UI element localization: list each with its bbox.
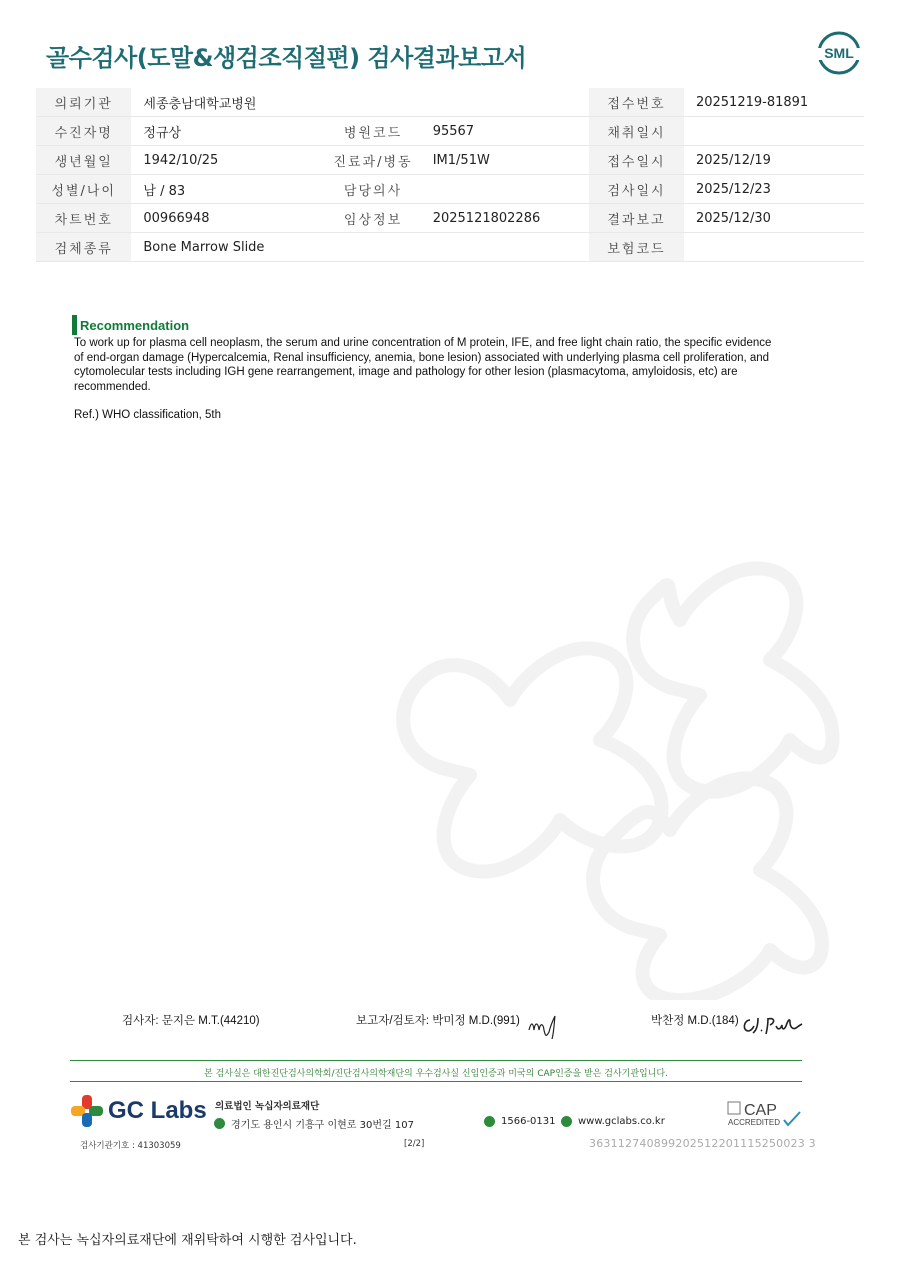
info-value: 00966948 bbox=[131, 204, 325, 233]
info-value: 정규상 bbox=[131, 117, 325, 146]
info-label: 성별/나이 bbox=[36, 175, 131, 204]
info-value: 세종충남대학교병원 bbox=[131, 88, 325, 117]
sml-logo bbox=[816, 30, 862, 76]
institution-code: 검사기관기호 : 41303059 bbox=[80, 1141, 181, 1151]
phone-icon bbox=[484, 1116, 495, 1127]
info-row bbox=[36, 117, 864, 146]
barcode-number: 363112740899202512201115250023 3 bbox=[589, 1137, 816, 1150]
info-label: 의뢰기관 bbox=[36, 88, 131, 117]
info-value: Bone Marrow Slide bbox=[131, 233, 325, 262]
tester-signature: 검사자: 문지은 M.T.(44210) bbox=[122, 1015, 260, 1027]
info-value: 95567 bbox=[421, 117, 589, 146]
report-title: 골수검사(도말&생검조직절편) 검사결과보고서 bbox=[46, 44, 527, 72]
gc-cross-icon bbox=[70, 1094, 104, 1128]
watermark-cross-icon bbox=[360, 540, 840, 1000]
empty-cell bbox=[421, 233, 589, 262]
info-label: 접수일시 bbox=[589, 146, 684, 175]
info-label: 병원코드 bbox=[325, 117, 420, 146]
recommendation-section bbox=[72, 316, 772, 421]
location-pin-icon bbox=[214, 1118, 225, 1129]
info-label: 결과보고 bbox=[589, 204, 684, 233]
divider bbox=[70, 1060, 802, 1061]
section-marker bbox=[72, 315, 77, 335]
info-label: 수진자명 bbox=[36, 117, 131, 146]
svg-text:SML: SML bbox=[824, 45, 854, 61]
info-label: 검사일시 bbox=[589, 175, 684, 204]
info-value bbox=[684, 117, 864, 146]
recommendation-reference: Ref.) WHO classification, 5th bbox=[74, 409, 221, 421]
recommendation-body: To work up for plasma cell neoplasm, the serum and urine concentration of M protein, IFE, and free light chain ratio, the specific evidence of end-organ damage (Hypercalcemia, Renal insufficiency, anemia, bone lesion) associated with underlying plasma cell proliferation, and cytomolecular tests including IGH gene rearrangement, image and pathology for other lesion (plasmacytoma, amyloidosis, etc) are recommended. bbox=[74, 337, 772, 393]
info-row bbox=[36, 233, 864, 262]
info-value bbox=[421, 175, 589, 204]
info-value: IM1/51W bbox=[421, 146, 589, 175]
divider bbox=[70, 1081, 802, 1082]
cap-accredited-logo bbox=[726, 1098, 802, 1132]
patient-info-table bbox=[36, 88, 864, 262]
bottom-note: 본 검사는 녹십자의료재단에 재위탁하여 시행한 검사입니다. bbox=[18, 1233, 357, 1248]
phone-number: 1566-0131 bbox=[501, 1116, 556, 1127]
handwritten-signature-icon bbox=[740, 1012, 804, 1036]
svg-text:ACCREDITED: ACCREDITED bbox=[728, 1118, 781, 1127]
info-value bbox=[684, 233, 864, 262]
info-value: 2025/12/19 bbox=[684, 146, 864, 175]
info-value: 2025/12/23 bbox=[684, 175, 864, 204]
info-label: 임상정보 bbox=[325, 204, 420, 233]
gc-labs-logo-text: GC Labs bbox=[108, 1097, 207, 1124]
info-label: 보험코드 bbox=[589, 233, 684, 262]
info-value: 2025121802286 bbox=[421, 204, 589, 233]
info-row bbox=[36, 88, 864, 117]
phone bbox=[484, 1116, 556, 1127]
foundation-name: 의료법인 녹십자의료재단 bbox=[215, 1101, 320, 1112]
info-row bbox=[36, 175, 864, 204]
handwritten-signature-icon bbox=[527, 1010, 561, 1040]
certification-text: 본 검사실은 대한진단검사의학회/진단검사의학재단의 우수검사실 신임인증과 미국의 CAP인증을 받은 검사기관입니다. bbox=[204, 1069, 668, 1079]
info-label: 생년월일 bbox=[36, 146, 131, 175]
info-label: 진료과/병동 bbox=[325, 146, 420, 175]
info-label: 담당의사 bbox=[325, 175, 420, 204]
svg-text:CAP: CAP bbox=[744, 1102, 777, 1119]
info-label: 접수번호 bbox=[589, 88, 684, 117]
approver-signature: 박찬정 M.D.(184) bbox=[651, 1015, 739, 1027]
gc-labs-logo bbox=[70, 1094, 207, 1128]
address-text: 경기도 용인시 기흥구 이현로 30번길 107 bbox=[231, 1120, 414, 1131]
page-number: [2/2] bbox=[404, 1139, 425, 1149]
website-url: www.gclabs.co.kr bbox=[578, 1116, 665, 1127]
recommendation-title: Recommendation bbox=[80, 317, 190, 333]
info-row bbox=[36, 146, 864, 175]
home-icon bbox=[561, 1116, 572, 1127]
reviewer-signature: 보고자/검토자: 박미정 M.D.(991) bbox=[356, 1015, 520, 1027]
info-label: 검체종류 bbox=[36, 233, 131, 262]
empty-cell bbox=[325, 233, 420, 262]
address bbox=[214, 1116, 414, 1131]
info-value: 20251219-81891 bbox=[684, 88, 864, 117]
info-value: 2025/12/30 bbox=[684, 204, 864, 233]
info-row bbox=[36, 204, 864, 233]
website bbox=[561, 1116, 665, 1127]
empty-cell bbox=[421, 88, 589, 117]
info-label: 차트번호 bbox=[36, 204, 131, 233]
info-value: 1942/10/25 bbox=[131, 146, 325, 175]
empty-cell bbox=[325, 88, 420, 117]
info-label: 채취일시 bbox=[589, 117, 684, 146]
info-value: 남 / 83 bbox=[131, 175, 325, 204]
